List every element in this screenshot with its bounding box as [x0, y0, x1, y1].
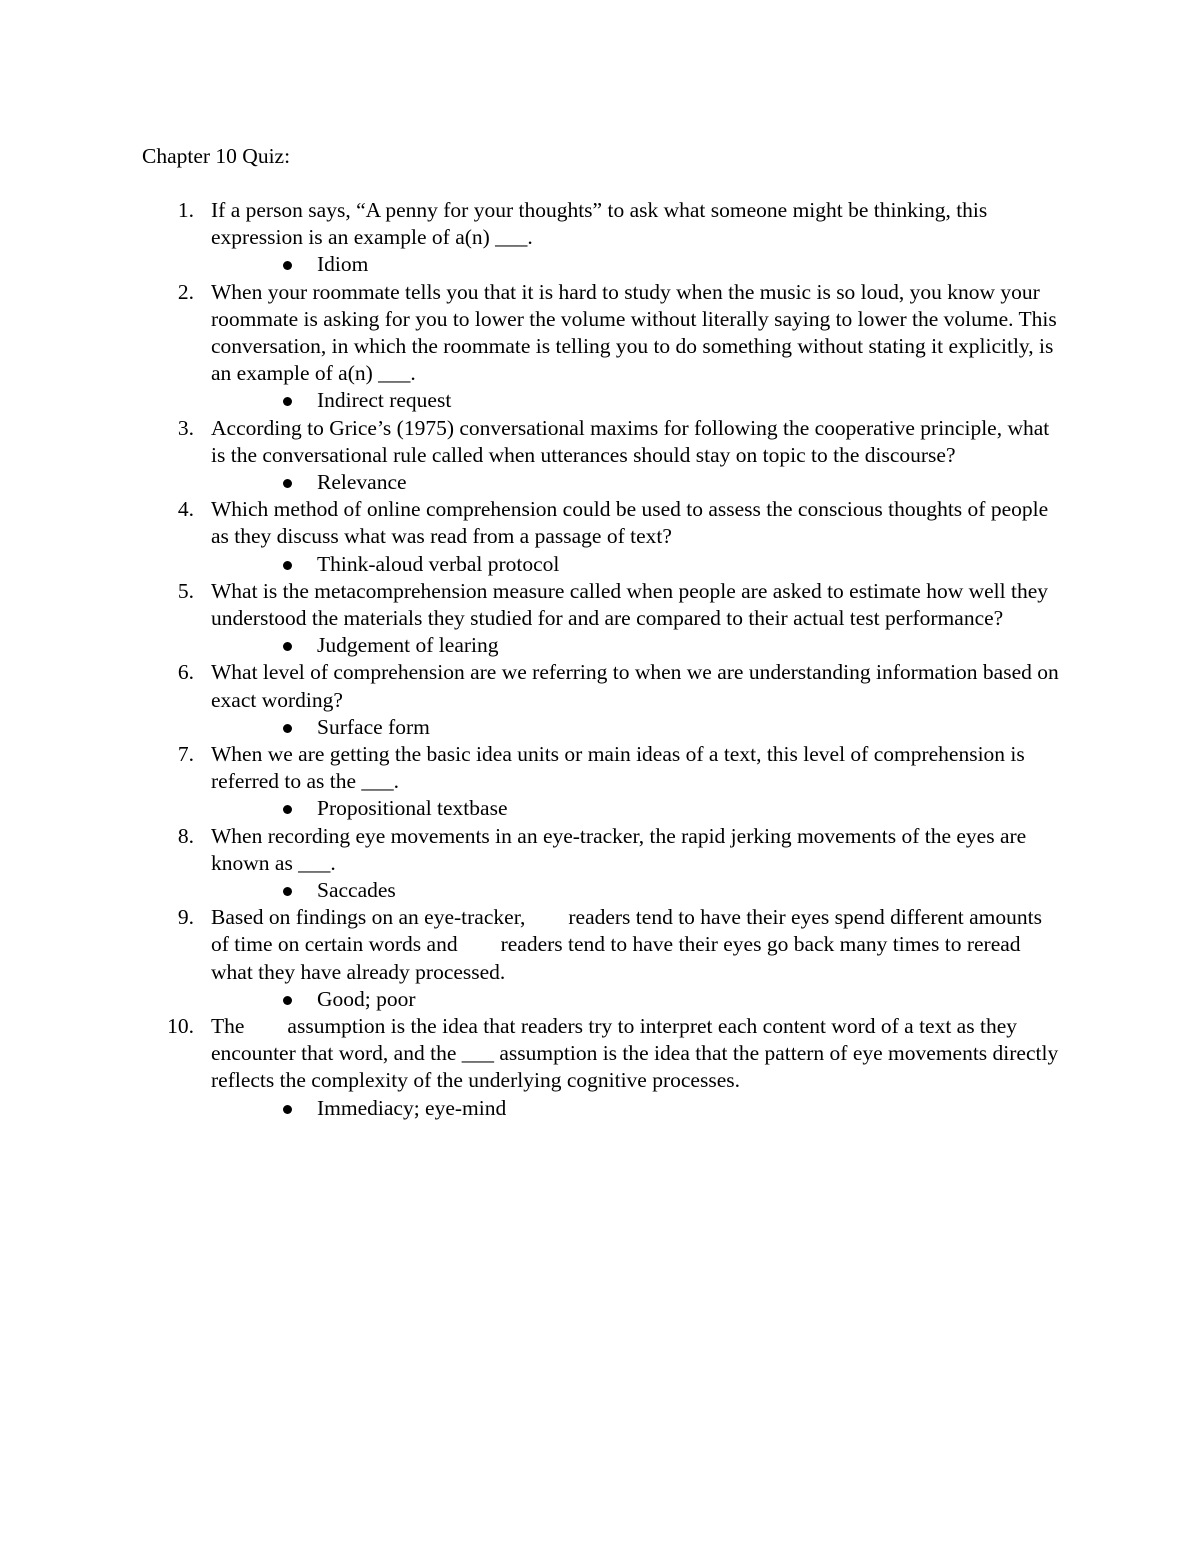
answer-line: [211, 714, 1200, 741]
answer-text: Indirect request: [317, 388, 452, 413]
question-text: The assumption is the idea that readers try to interpret each content word of a text as they encounter that word, and the ___ assumption is the idea that the pattern of eye movements directly reflects the complexity of the underlying cognitive processes.: [211, 1013, 1064, 1093]
question-item-7: [0, 741, 1200, 823]
bullet-icon: [283, 479, 292, 488]
answer-line: [211, 877, 1200, 904]
question-number: 3.: [177, 415, 194, 440]
bullet-icon: [283, 1105, 292, 1114]
question-item-3: [0, 415, 1200, 497]
bullet-icon: [283, 805, 292, 814]
question-item-2: [0, 279, 1200, 415]
question-item-5: [0, 578, 1200, 660]
bullet-icon: [283, 561, 292, 570]
question-text: What is the metacomprehension measure called when people are asked to estimate how well they understood the materials they studied for and are compared to their actual test performance?: [211, 578, 1048, 630]
bullet-icon: [283, 996, 292, 1005]
bullet-icon: [283, 887, 292, 896]
question-number: 8.: [177, 823, 194, 848]
question-text: Which method of online comprehension could be used to assess the conscious thoughts of people as they discuss what was read from a passage of text?: [211, 497, 1049, 549]
question-text: What level of comprehension are we referring to when we are understanding information based on exact wording?: [211, 660, 1059, 712]
answer-text: Think-aloud verbal protocol: [317, 551, 560, 576]
question-number: 10.: [167, 1013, 194, 1038]
answer-line: [211, 632, 1200, 659]
answer-line: [211, 387, 1200, 414]
question-number: 6.: [177, 660, 194, 685]
answer-line: [211, 551, 1200, 578]
answer-text: Idiom: [317, 252, 369, 277]
answer-line: [211, 986, 1200, 1013]
answer-line: [211, 251, 1200, 278]
bullet-icon: [283, 261, 292, 270]
answer-text: Immediacy; eye-mind: [317, 1095, 507, 1120]
question-text: If a person says, “A penny for your thoughts” to ask what someone might be thinking, this expression is an example of a(n) ___.: [211, 198, 988, 250]
answer-line: [211, 1095, 1200, 1122]
question-item-9: [0, 904, 1200, 1013]
question-item-8: [0, 823, 1200, 905]
answer-text: Surface form: [317, 714, 430, 739]
quiz-title: Chapter 10 Quiz:: [142, 144, 291, 168]
question-item-10: [0, 1013, 1200, 1122]
question-number: 2.: [177, 279, 194, 304]
question-text: Based on findings on an eye-tracker, readers tend to have their eyes spend different amounts of time on certain words and readers tend to have their eyes go back many times to reread what they have already processed.: [211, 905, 1048, 984]
question-item-4: [0, 496, 1200, 578]
answer-text: Saccades: [317, 877, 396, 902]
answer-text: Judgement of learing: [317, 633, 499, 658]
question-item-6: [0, 659, 1200, 741]
bullet-icon: [283, 642, 292, 651]
answer-text: Propositional textbase: [317, 796, 508, 821]
question-text: When your roommate tells you that it is hard to study when the music is so loud, you know your roommate is asking for you to lower the volume without literally saying to lower the volume. This conversation, in which the roommate is telling you to do something without stating it explicitly, is an example of a(n) ___.: [211, 279, 1057, 386]
question-text: According to Grice’s (1975) conversational maxims for following the cooperative principle, what is the conversational rule called when utterances should stay on topic to the discourse?: [211, 415, 1050, 467]
question-number: 7.: [177, 741, 194, 766]
question-list: [0, 197, 1200, 1122]
question-number: 1.: [177, 198, 194, 222]
answer-text: Good; poor: [317, 986, 416, 1011]
answer-text: Relevance: [317, 470, 407, 494]
bullet-icon: [283, 397, 292, 406]
answer-line: [211, 469, 1200, 496]
answer-line: [211, 795, 1200, 822]
question-text: When recording eye movements in an eye-tracker, the rapid jerking movements of the eyes are known as ___.: [211, 823, 1027, 875]
question-text: When we are getting the basic idea units or main ideas of a text, this level of comprehension is referred to as the ___.: [211, 741, 1025, 794]
question-number: 9.: [177, 905, 194, 930]
question-number: 4.: [177, 497, 194, 522]
question-number: 5.: [177, 578, 194, 603]
question-item-1: [0, 197, 1200, 279]
bullet-icon: [283, 724, 292, 733]
